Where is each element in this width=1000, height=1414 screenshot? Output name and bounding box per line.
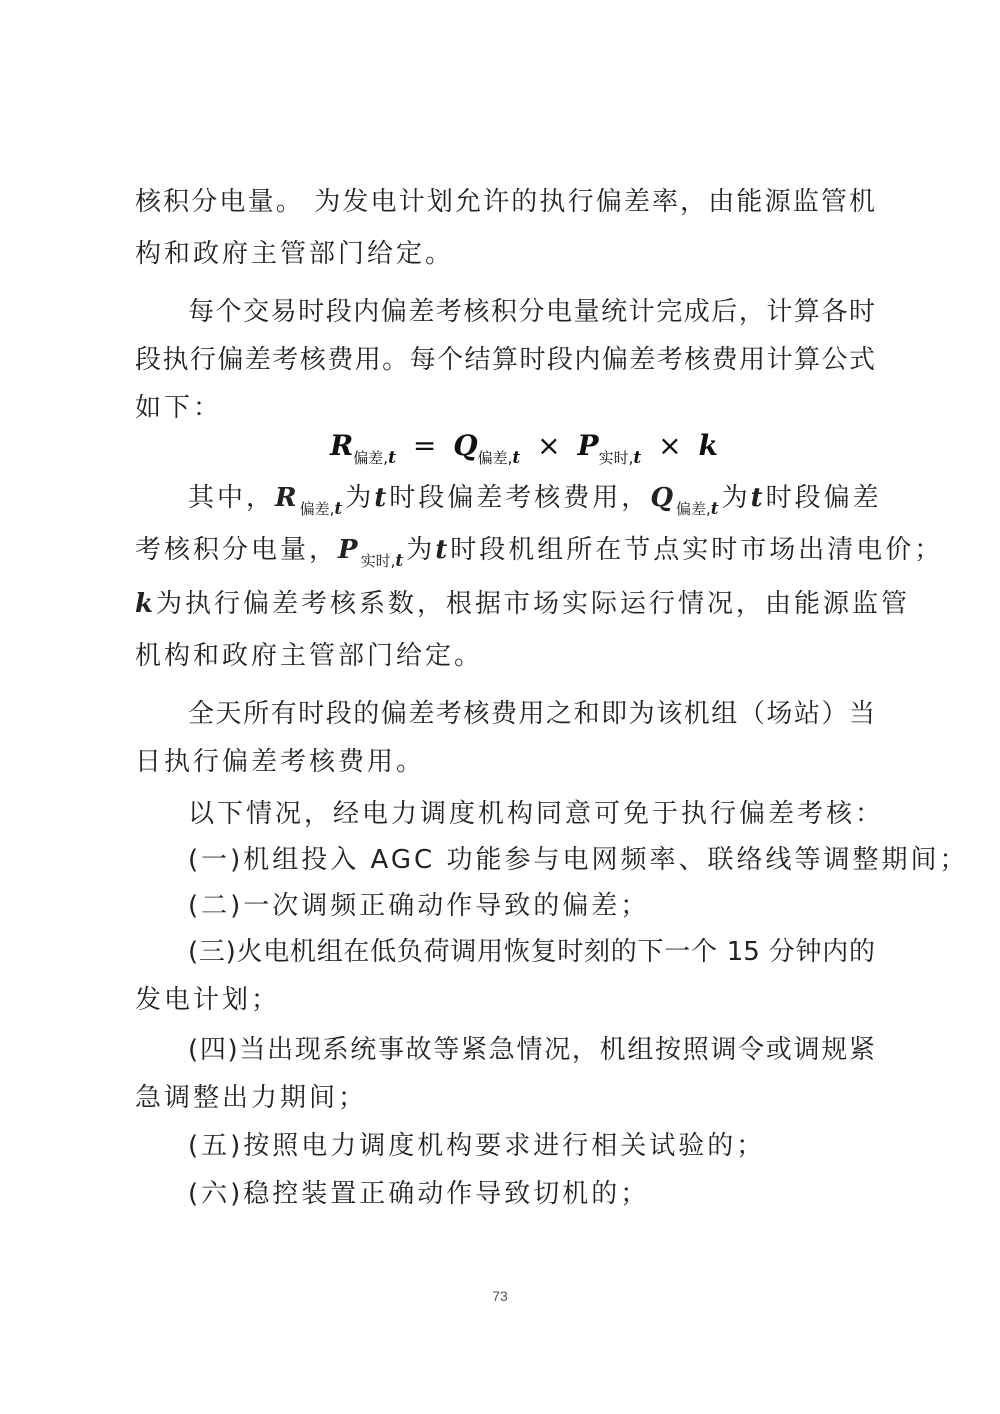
text-line-15: 发电计划； xyxy=(135,985,281,1015)
text-line-14: (三)火电机组在低负荷调用恢复时刻的下一个 15 分钟内的 xyxy=(188,937,875,967)
text-line-16: (四)当出现系统事故等紧急情况，机组按照调令或调规紧 xyxy=(188,1035,875,1065)
text-line-17: 急调整出力期间； xyxy=(135,1083,368,1113)
formula-times-2: × xyxy=(658,429,682,462)
text-line-19: (六)稳控装置正确动作导致切机的； xyxy=(188,1179,650,1209)
text-line-k: k为执行偏差考核系数，根据市场实际运行情况，由能源监管 xyxy=(135,589,911,619)
text-line-13: (二)一次调频正确动作导致的偏差； xyxy=(188,891,650,921)
formula-R: R xyxy=(330,429,354,462)
text-line-18: (五)按照电力调度机构要求进行相关试验的； xyxy=(188,1131,766,1161)
formula-times-1: × xyxy=(537,429,561,462)
formula-k: k xyxy=(698,429,718,462)
page-number: 73 xyxy=(492,1288,508,1304)
text-line-8: 机构和政府主管部门给定。 xyxy=(135,641,484,671)
text-line-9: 全天所有时段的偏差考核费用之和即为该机组（场站）当 xyxy=(188,699,875,729)
text-line-2: 构和政府主管部门给定。 xyxy=(135,239,455,269)
text-line-price: 考核积分电量，$P_{实时,t}$为t时段机组所在节点实时市场出清电价； xyxy=(135,535,944,571)
text-line-5: 如下： xyxy=(135,393,223,423)
text-line-10: 日执行偏差考核费用。 xyxy=(135,747,426,777)
text-line-4: 段执行偏差考核费用。每个结算时段内偏差考核费用计算公式 xyxy=(135,345,875,375)
formula-Q: Q xyxy=(453,429,478,462)
text-line-12: (一)机组投入 AGC 功能参与电网频率、联络线等调整期间； xyxy=(188,845,969,875)
deviation-fee-formula: $R_{偏差,t} = Q_{偏差,t} \times P_{实时,t} \times k$ xyxy=(330,429,718,468)
text-line-where: 其中，$R_{偏差,t}$为t时段偏差考核费用，$Q_{偏差,t}$为t时段偏差 xyxy=(188,483,882,519)
text-line-3: 每个交易时段内偏差考核积分电量统计完成后，计算各时 xyxy=(188,297,875,327)
formula-equals: = xyxy=(412,429,437,462)
text-line-1: 核积分电量。 为发电计划允许的执行偏差率，由能源监管机 xyxy=(135,187,875,217)
formula-P: P xyxy=(577,429,599,462)
text-line-11: 以下情况，经电力调度机构同意可免于执行偏差考核： xyxy=(188,799,885,829)
